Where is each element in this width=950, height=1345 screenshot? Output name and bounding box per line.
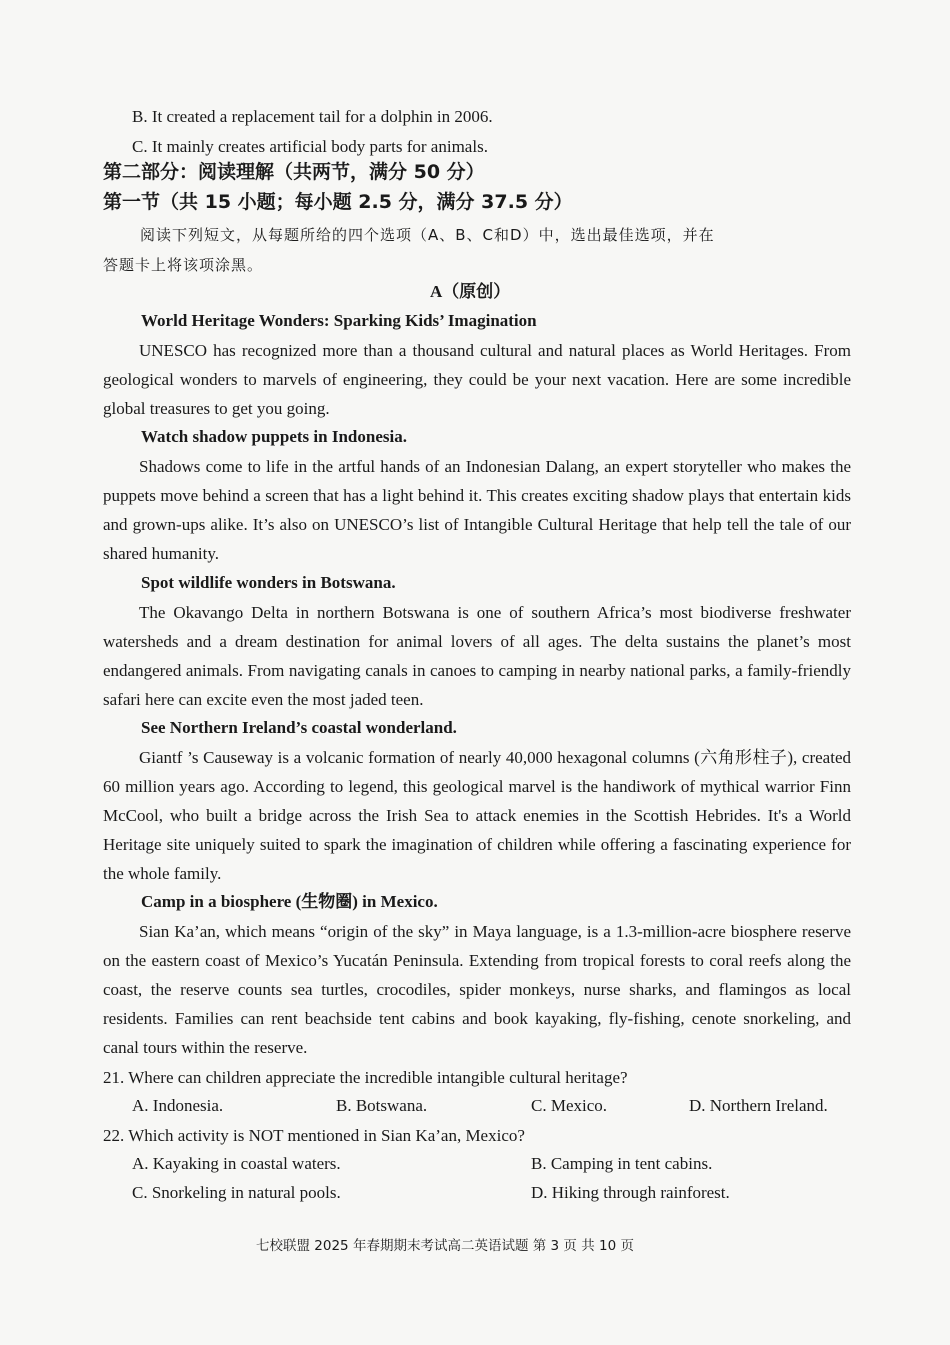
section-body-mexico: Sian Ka’an, which means “origin of the sky” in Maya language, is a 1.3-million-acre biosphere reserve on the eastern coast of Mexico’s Yucatán Peninsula. Extending from tropical forests to coral reefs along the coast, the reserve counts sea turtles, crocodiles, spider monkeys, nurse sharks, and flamingos as local residents. Families can rent beachside tent cabins and book kayaking, fly-fishing, cenote snorkeling, and canal tours within the reserve. xyxy=(103,922,851,1057)
section-title: 第一节（共 15 小题；每小题 2.5 分，满分 37.5 分） xyxy=(103,191,573,213)
page-footer: 七校联盟 2025 年春期期末考试高二英语试题 第 3 页 共 10 页 xyxy=(256,1238,634,1254)
instructions-line-2: 答题卡上将该项涂黑。 xyxy=(103,256,264,274)
question-22-stem: 22. Which activity is NOT mentioned in Sian Ka’an, Mexico? xyxy=(103,1126,525,1145)
article-title: World Heritage Wonders: Sparking Kids’ Imagination xyxy=(141,311,537,330)
section-heading-botswana: Spot wildlife wonders in Botswana. xyxy=(141,573,396,592)
prev-option-b: B. It created a replacement tail for a dolphin in 2006. xyxy=(132,107,493,126)
section-heading-northern-ireland: See Northern Ireland’s coastal wonderland. xyxy=(141,718,457,737)
article-intro: UNESCO has recognized more than a thousand cultural and natural places as World Heritages. From geological wonders to marvels of engineering, they could be your next vacation. Here are some incredible global treasures to get you going. xyxy=(103,341,851,418)
instructions-line-1: 阅读下列短文，从每题所给的四个选项（A、B、C和D）中，选出最佳选项，并在 xyxy=(140,226,715,244)
question-22-option-c[interactable]: C. Snorkeling in natural pools. xyxy=(132,1183,341,1202)
question-21-option-c[interactable]: C. Mexico. xyxy=(531,1096,608,1115)
question-22-option-b[interactable]: B. Camping in tent cabins. xyxy=(531,1154,713,1173)
section-body-indonesia: Shadows come to life in the artful hands of an Indonesian Dalang, an expert storyteller who makes the puppets move behind a screen that has a light behind it. This creates exciting shadow plays that entertain kids and grown-ups alike. It’s also on UNESCO’s list of Intangible Cultural Heritage that help tell the tale of our shared humanity. xyxy=(103,457,851,563)
section-body-northern-ireland: Giantf ’s Causeway is a volcanic formation of nearly 40,000 hexagonal columns (六角形柱子), created 60 million years ago. According to legend, this geological marvel is the handiwork of mythical warrior Finn McCool, who built a bridge across the Irish Sea to attack enemies in the Scottish Hebrides. It's a World Heritage site uniquely suited to spark the imagination of children while offering a fascinating experience for the whole family. xyxy=(103,748,851,883)
part-title: 第二部分：阅读理解（共两节，满分 50 分） xyxy=(103,161,485,183)
passage-label: A（原创） xyxy=(430,282,511,301)
prev-option-c: C. It mainly creates artificial body parts for animals. xyxy=(132,137,488,156)
question-22-option-d[interactable]: D. Hiking through rainforest. xyxy=(531,1183,730,1202)
question-22-option-a[interactable]: A. Kayaking in coastal waters. xyxy=(132,1154,341,1173)
section-heading-indonesia: Watch shadow puppets in Indonesia. xyxy=(141,427,407,446)
section-body-botswana: The Okavango Delta in northern Botswana is one of southern Africa’s most biodiverse freshwater watersheds and a dream destination for animal lovers of all ages. The delta sustains the planet’s most endangered animals. From navigating canals in canoes to camping in nearby national parks, a family-friendly safari here can excite even the most jaded teen. xyxy=(103,603,851,709)
question-21-option-b[interactable]: B. Botswana. xyxy=(336,1096,428,1115)
question-21-option-a[interactable]: A. Indonesia. xyxy=(132,1096,224,1115)
question-21-option-d[interactable]: D. Northern Ireland. xyxy=(689,1096,828,1115)
section-heading-mexico: Camp in a biosphere (生物圈) in Mexico. xyxy=(141,892,438,911)
question-21-stem: 21. Where can children appreciate the incredible intangible cultural heritage? xyxy=(103,1068,628,1087)
